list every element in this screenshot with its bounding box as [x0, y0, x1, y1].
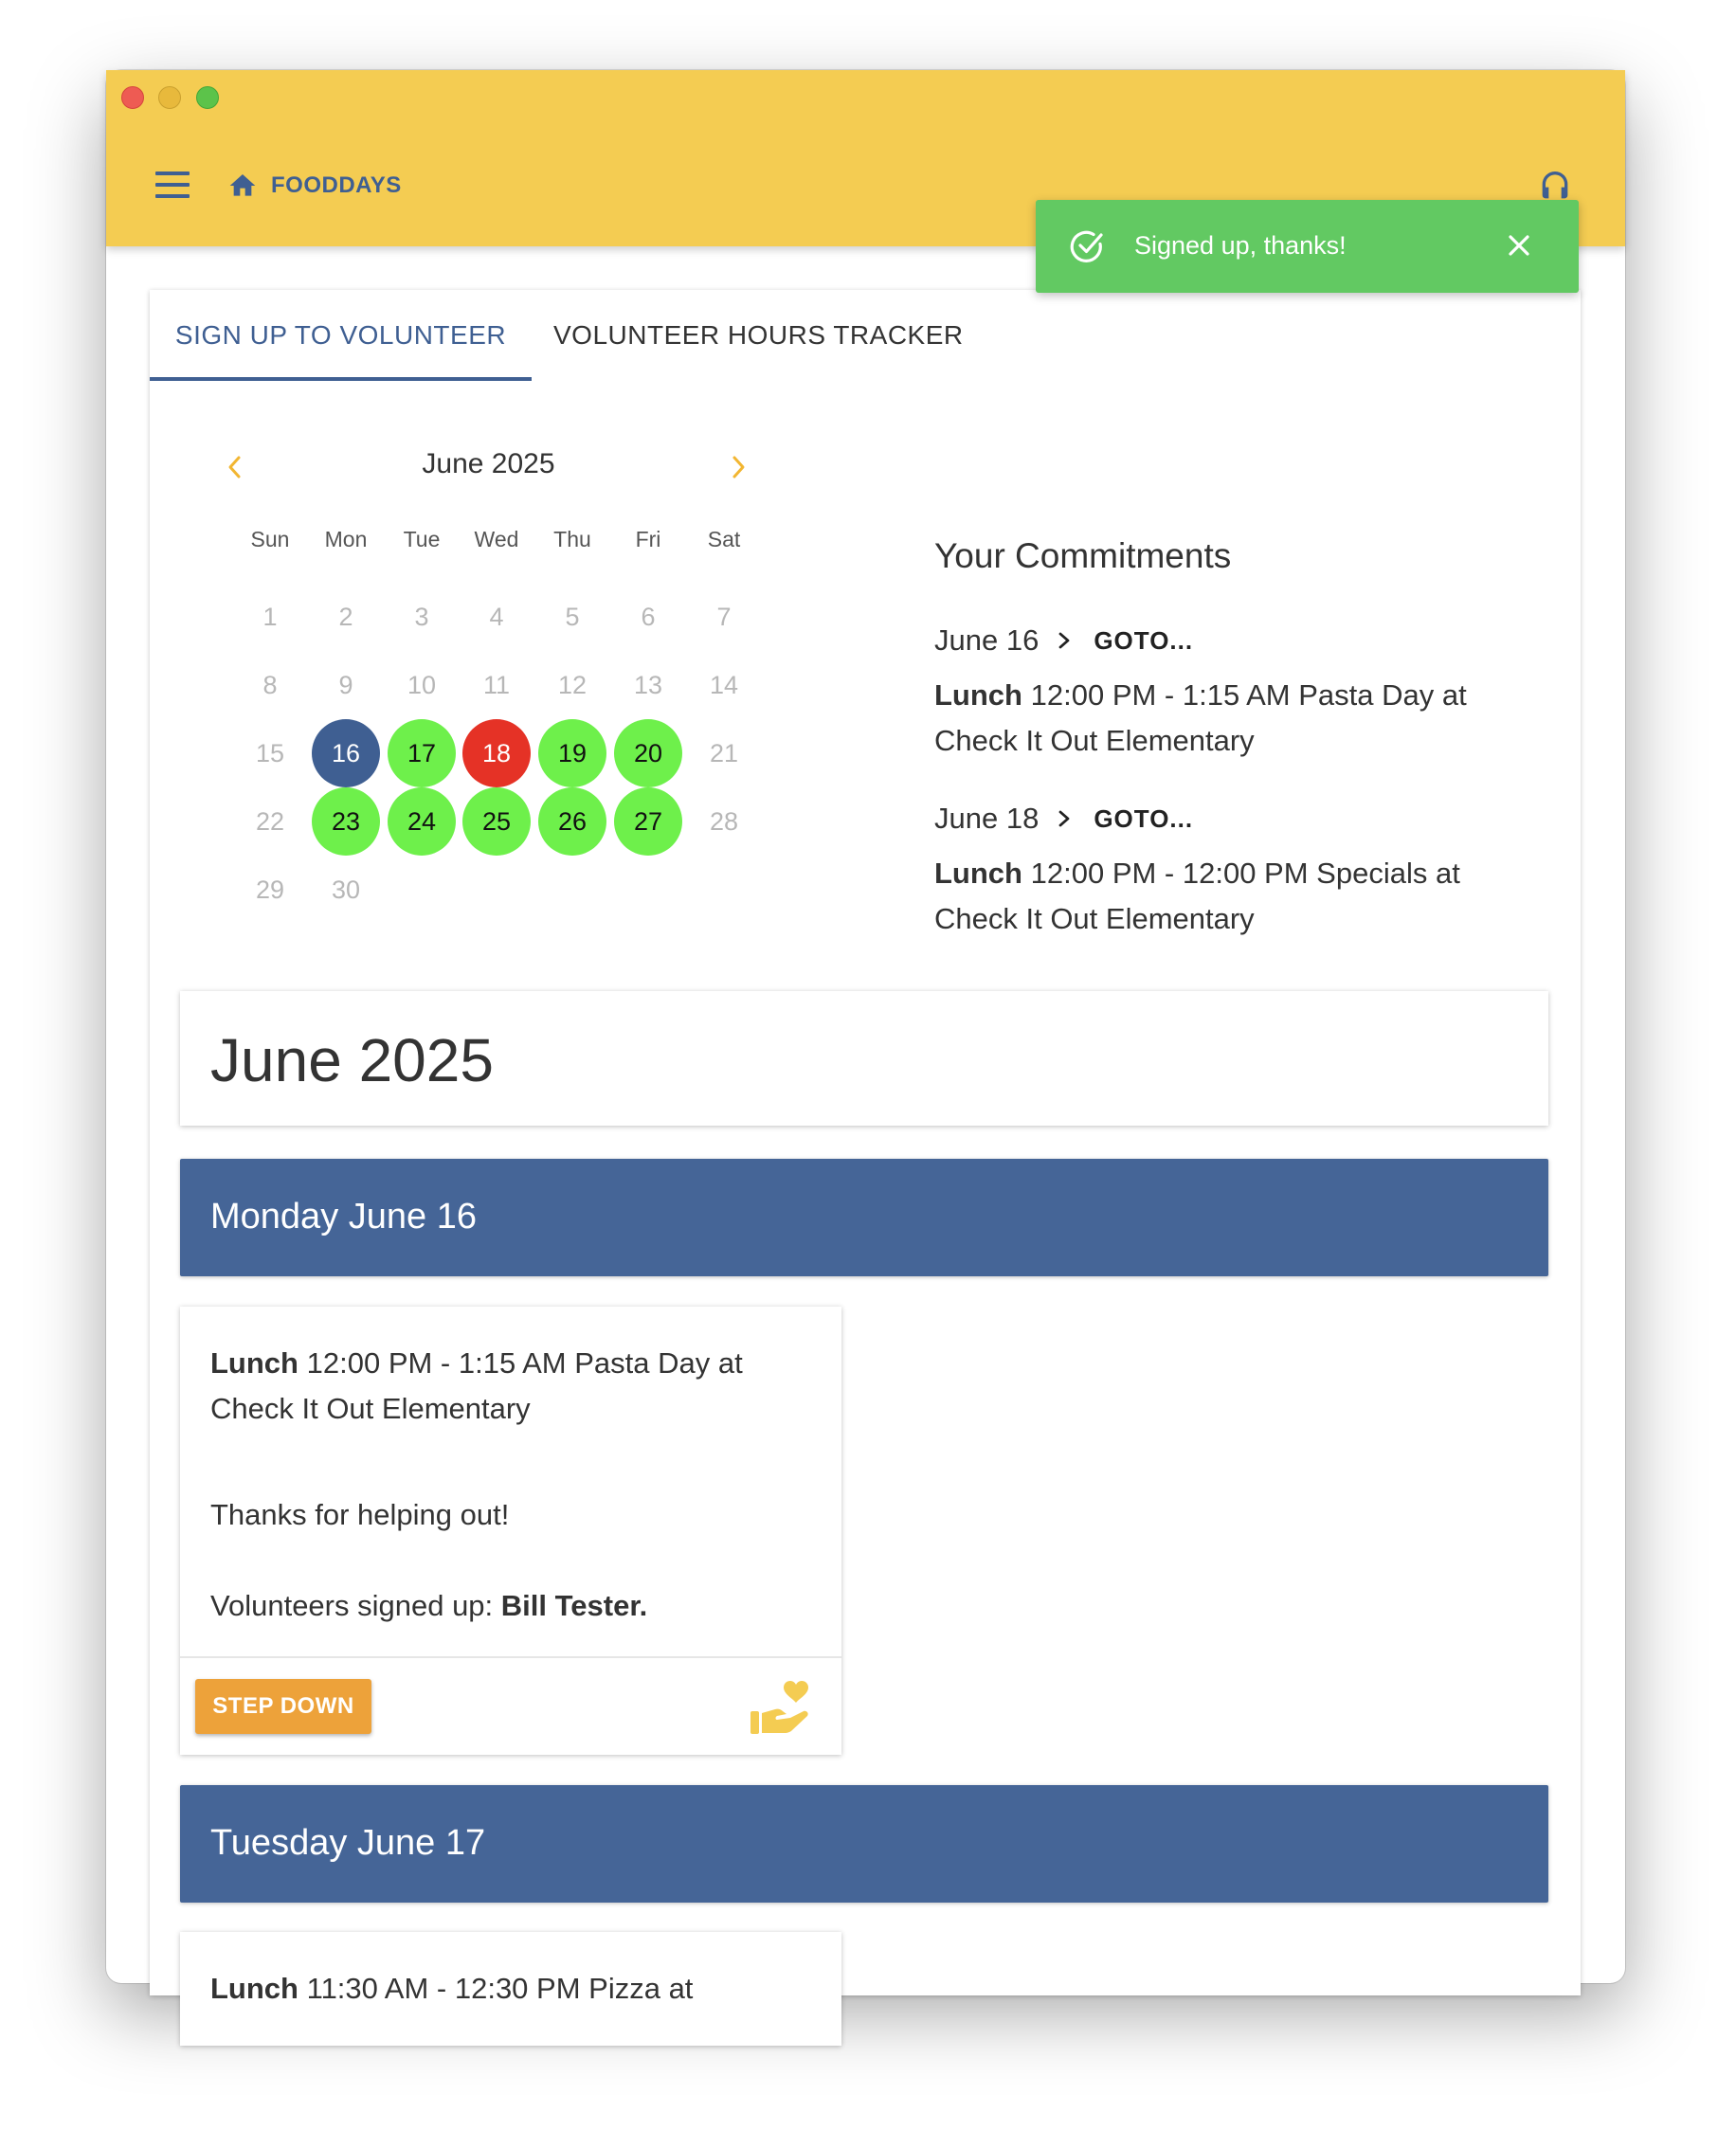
tab-hours-tracker[interactable]: VOLUNTEER HOURS TRACKER — [553, 320, 964, 350]
toast-message: Signed up, thanks! — [1134, 231, 1347, 260]
calendar-day-23[interactable]: 23 — [312, 787, 380, 856]
calendar-day-12: 12 — [557, 671, 588, 699]
weekday-label: Sun — [250, 527, 290, 551]
day-header — [180, 1785, 1548, 1903]
volunteer-hand-heart-icon — [749, 1677, 811, 1738]
event-detail: Lunch 11:30 AM - 12:30 PM Pizza at — [210, 1972, 694, 2005]
commitment-detail: Lunch 12:00 PM - 1:15 AM Pasta Day at Check It Out Elementary — [934, 678, 1467, 757]
calendar-day-8: 8 — [262, 671, 278, 699]
calendar-day-19[interactable]: 19 — [538, 719, 606, 787]
calendar-day-7: 7 — [716, 603, 732, 631]
commitment-date: June 16 — [934, 623, 1040, 657]
app-brand: FOODDAYS — [271, 172, 402, 198]
chevron-right-icon — [1056, 630, 1073, 651]
calendar-header — [216, 446, 761, 488]
month-header-card — [180, 991, 1548, 1126]
calendar-day-6: 6 — [641, 603, 656, 631]
day-header-label: Tuesday June 17 — [210, 1823, 486, 1863]
chevron-right-icon — [1056, 808, 1073, 829]
chevron-left-icon[interactable] — [216, 446, 254, 488]
calendar-day-30: 30 — [331, 875, 361, 904]
calendar-day-14: 14 — [709, 671, 739, 699]
headset-icon[interactable] — [1536, 167, 1574, 205]
event-card — [180, 1307, 841, 1755]
month-title: June 2025 — [210, 1026, 494, 1094]
step-down-button[interactable]: STEP DOWN — [195, 1679, 371, 1734]
main-card — [150, 290, 1581, 2005]
event-actions — [180, 1656, 841, 1755]
calendar-day-15: 15 — [255, 739, 285, 767]
close-window-button[interactable] — [121, 86, 144, 109]
calendar-day-18[interactable]: 18 — [462, 719, 531, 787]
weekday-label: Tue — [403, 527, 441, 551]
weekday-label: Wed — [474, 527, 519, 551]
calendar-month-label: June 2025 — [422, 448, 555, 479]
calendar-day-22: 22 — [255, 807, 285, 836]
weekday-label: Sat — [707, 527, 741, 551]
calendar-day-2: 2 — [338, 603, 353, 631]
chevron-right-icon[interactable] — [719, 446, 757, 488]
event-card — [180, 1932, 841, 2046]
weekday-label: Thu — [553, 527, 591, 551]
commitment-date: June 18 — [934, 802, 1040, 835]
calendar-day-27[interactable]: 27 — [614, 787, 682, 856]
calendar-day-28: 28 — [709, 807, 739, 836]
app-window — [106, 70, 1625, 2005]
calendar-day-9: 9 — [338, 671, 353, 699]
calendar-day-25[interactable]: 25 — [462, 787, 531, 856]
calendar-day-21: 21 — [709, 739, 739, 767]
calendar-day-26[interactable]: 26 — [538, 787, 606, 856]
volunteers-list: Volunteers signed up: Bill Tester. — [210, 1589, 648, 1622]
commitment-item — [934, 800, 1541, 942]
calendar-day-4: 4 — [489, 603, 504, 631]
calendar-day-5: 5 — [565, 603, 580, 631]
check-circle-icon — [1069, 227, 1107, 265]
day-header — [180, 1159, 1548, 1276]
home-link[interactable] — [227, 171, 402, 201]
day-header-label: Monday June 16 — [210, 1197, 477, 1236]
commitment-item — [934, 622, 1541, 764]
event-detail: Lunch 12:00 PM - 1:15 AM Pasta Day at Check It Out Elementary — [210, 1346, 743, 1425]
calendar-day-1: 1 — [262, 603, 278, 631]
commitments-title: Your Commitments — [934, 536, 1232, 575]
calendar-day-17[interactable]: 17 — [388, 719, 456, 787]
tab-bar — [150, 290, 1581, 381]
calendar-day-10: 10 — [407, 671, 437, 699]
weekday-label: Fri — [635, 527, 661, 551]
calendar-day-20[interactable]: 20 — [614, 719, 682, 787]
calendar-day-3: 3 — [414, 603, 429, 631]
close-icon[interactable] — [1505, 231, 1533, 260]
goto-link[interactable]: GOTO... — [1094, 625, 1194, 655]
calendar-day-29: 29 — [255, 875, 285, 904]
calendar-day-24[interactable]: 24 — [388, 787, 456, 856]
success-toast — [1036, 200, 1579, 293]
calendar-day-16[interactable]: 16 — [312, 719, 380, 787]
minimize-window-button[interactable] — [158, 86, 181, 109]
calendar-day-13: 13 — [633, 671, 663, 699]
thanks-message: Thanks for helping out! — [210, 1498, 510, 1531]
goto-link[interactable]: GOTO... — [1094, 803, 1194, 833]
home-icon — [227, 171, 258, 201]
calendar-day-11: 11 — [482, 671, 511, 699]
weekday-label: Mon — [324, 527, 368, 551]
maximize-window-button[interactable] — [196, 86, 219, 109]
tab-sign-up[interactable]: SIGN UP TO VOLUNTEER — [150, 290, 532, 381]
hamburger-menu-icon[interactable] — [155, 171, 190, 198]
commitment-detail: Lunch 12:00 PM - 12:00 PM Specials at Check It Out Elementary — [934, 857, 1460, 935]
